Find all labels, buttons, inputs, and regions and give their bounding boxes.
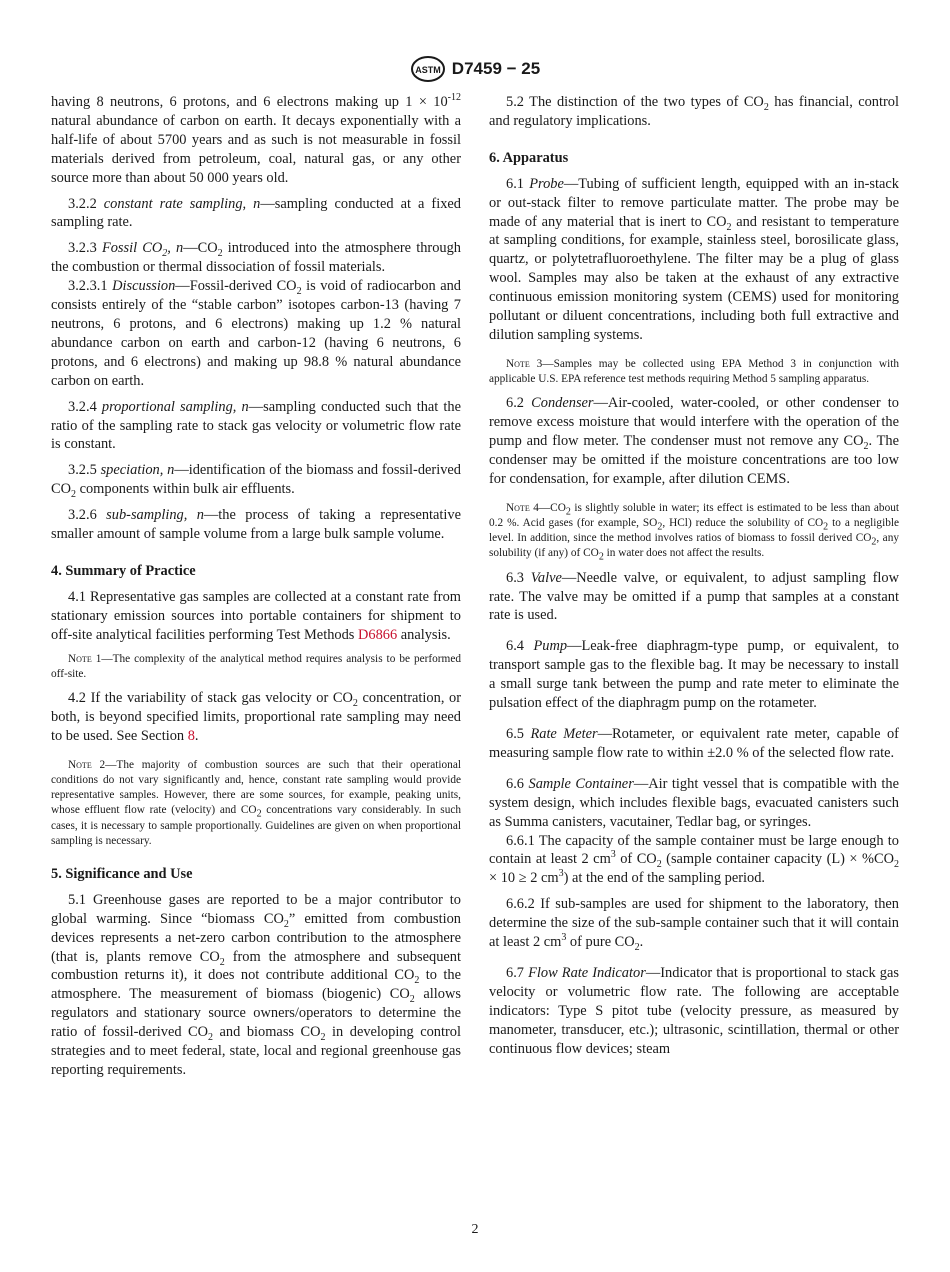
right-column (489, 93, 899, 1058)
paragraph-6-4: 6.4 Pump—Leak-free diaphragm-type pump, or equivalent, to transport sample gas to the flexible bag. It may be necessary to install a small surge tank between the pump and rate meter to eliminate the pulsation effect of the diaphragm pump on the rotameter. (489, 638, 899, 712)
definition-3-2-6: 3.2.6 sub-sampling, n—the process of taking a representative smaller amount of sample volume from a large bulk sample volume. (51, 507, 461, 543)
paragraph-6-3: 6.3 Valve—Needle valve, or equivalent, to adjust sampling flow rate. The valve may be omitted if a pump that samples at a constant rate is used. (489, 569, 899, 624)
paragraph-4-2: 4.2 If the variability of stack gas velocity or $CO_2$ concentration, or both, is beyond specified limits, proportional rate sampling may need to be used. See Section 8. (51, 689, 462, 744)
paragraph-6-5: 6.5 Rate Meter—Rotameter, or equivalent rate meter, capable of measuring sample flow rate to within ±2.0 % of the selected flow rate. (489, 725, 899, 761)
paragraph-5-2: 5.2 The distinction of the two types of $CO_2$ has financial, control and regulatory implications. (489, 94, 899, 129)
section-heading-5: 5. Significance and Use (51, 865, 193, 882)
paragraph-6-6-1: 6.6.1 The capacity of the sample container must be large enough to contain at least 2 $cm^3$ of $CO_2$ (sample container capacity $(L) \times \%CO_2 \times 10 \ge 2$ $cm^3$) at the end of the sampling period. (489, 832, 899, 887)
page-header (0, 55, 950, 88)
definition-3-2-4: 3.2.4 proportional sampling, n—sampling conducted such that the ratio of the sampling rate to stack gas velocity or volumetric flow rate is constant. (51, 398, 461, 453)
paragraph-6-7: 6.7 Flow Rate Indicator—Indicator that is proportional to stack gas velocity or volumetric flow rate. The following are acceptable indicators: Type S pitot tube (velocity pressure, as measured by manometer, transducer, etc.); ultrasonic, scintillation, thermal or other continuous flow devices; steam (489, 964, 899, 1057)
note-3: Note 3—Samples may be collected using EPA Method 3 in conjunction with applicable U.S. EPA reference test methods requiring Method 5 sampling apparatus. (489, 357, 899, 386)
definition-3-2-3: 3.2.3 Fossil $CO_2$, $n—CO_2$ introduced into the atmosphere through the combustion or thermal dissociation of fossil materials. (51, 240, 461, 276)
note-4: Note $4—CO_2$ is slightly soluble in water; its effect is estimated to be less than about 0.2 %. Acid gases (for example, $SO_2$, HCl) reduce the solubility of $CO_2$ to a negligible level. In addition, since the method involves ratios of biomass to fossil derived $CO_2$, any solubility (if any) of $CO_2$ in water does not affect the results. (489, 501, 900, 563)
note-1: Note 1—The complexity of the analytical method requires analysis to be performed off-site. (51, 652, 461, 680)
definition-3-2-2: 3.2.2 constant rate sampling, n—sampling conducted at a fixed sampling rate. (51, 195, 461, 231)
reference-link-d6866[interactable]: D6866 (357, 626, 398, 643)
paragraph-6-1: 6.1 Probe—Tubing of sufficient length, equipped with an in-stack or out-stack filter to remove particulate matter. The probe may be made of any material that is inert to $CO_2$ and resistant to temperature at sampling conditions, for example, stainless steel, borosilicate glass, quartz, or polytetrafluoroethylene. The filter may be a plug of glass wool. Samples may also be taken at the exhaust of any extractive continuous emission monitoring system (CEMS) used for monitoring pollutant or diluent concentrations, including both full extractive and dilution sampling systems. (489, 175, 899, 343)
section-heading-4: 4. Summary of Practice (51, 562, 196, 579)
section-link-8[interactable]: 8 (187, 727, 195, 744)
discussion-3-2-3-1: 3.2.3.1 Discussion—Fossil-derived $CO_2$ is void of radiocarbon and consists entirely of the “stable carbon” isotopes carbon-13 (having 7 neutrons, 6 protons, and 6 electrons) making up 1.2 % natural abundance carbon on earth and carbon-12 (having 6 neutrons, 6 protons, and 6 electrons) and making up 98.8 % natural abundance carbon on earth. (51, 278, 461, 389)
definition-3-2-5: 3.2.5 speciation, n—identification of the biomass and fossil-derived $CO_2$ components within bulk air effluents. (51, 462, 461, 501)
paragraph-6-6-2: 6.6.2 If sub-samples are used for shipment to the laboratory, then determine the size of the sub-sample container such that it will contain at least 2 $cm^3$ of pure $CO_2$. (489, 896, 899, 953)
astm-logo-icon (410, 55, 446, 83)
paragraph-6-6: 6.6 Sample Container—Air tight vessel that is compatible with the system design, which includes flexible bags, evacuated canisters such as Summa canisters, vacutainer, Tedlar bag, or syringes. (489, 775, 900, 830)
paragraph-6-2: 6.2 Condenser—Air-cooled, water-cooled, or other condenser to remove excess moisture that would interfere with the operation of the pump and flow meter. The condenser must not remove any $CO_2$. The condenser may be omitted if the moisture concentrations are too low for condensation, for example, after dilution CEMS. (489, 395, 900, 487)
paragraph-5-1: 5.1 Greenhouse gases are reported to be a major contributor to global warming. Since “biomass $CO_2$” emitted from combustion devices represents a net-zero carbon contribution to the atmosphere (that is, plants remove $CO_2$ from the atmosphere and subsequent combustion returns it), it does not contribute additional $CO_2$ to the atmosphere. The measurement of biomass (biogenic) $CO_2$ allows regulators and stationary source owners/operators to determine the ratio of fossil-derived $CO_2$ and biomass $CO_2$ in developing control strategies and to meet federal, state, local and regional greenhouse gas reporting requirements. (51, 891, 461, 1078)
left-column (51, 93, 461, 1080)
paragraph-continued: having 8 neutrons, 6 protons, and 6 electrons making up $1 \times 10^{-12}$ natural abundance of carbon on earth. It decays exponentially with a half-life of about 5700 years and as such is not measurable in fossil materials derived from petroleum, coal, natural gas, or any other source more than about 50 000 years old. (51, 92, 461, 186)
page-number: 2 (471, 1222, 479, 1237)
note-2: Note 2—The majority of combustion sources are such that their operational conditions do not vary significantly and, hence, constant rate sampling would provide representative samples. However, there are some sources, for example, peaking units, whose effluent flow rate (velocity) and $CO_2$ concentrations vary considerably. In such cases, it is necessary to sample proportionally. Guidelines are given on when proportional sampling is necessary. (51, 758, 461, 847)
document-designation: D7459 − 25 (451, 59, 541, 78)
svg-text:ASTM: ASTM (415, 65, 441, 75)
section-heading-6: 6. Apparatus (489, 149, 569, 166)
paragraph-4-1: 4.1 Representative gas samples are collected at a constant rate from stationary emission sources into portable containers for shipment to off-site analytical facilities performing Test Methods D6866 analysis. (51, 588, 461, 643)
